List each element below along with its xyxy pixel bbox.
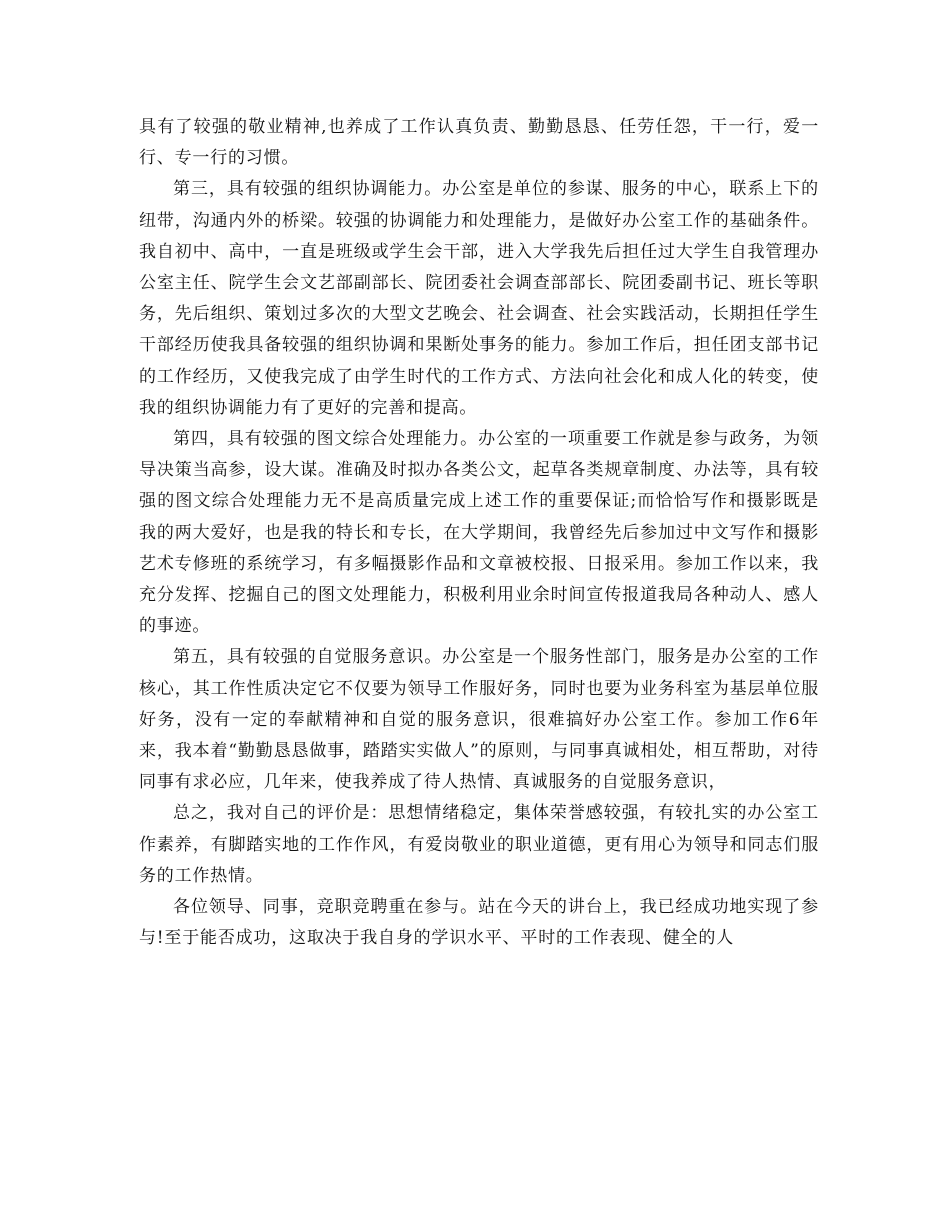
paragraph-self-evaluation: 总之，我对自己的评价是：思想情绪稳定，集体荣誉感较强，有较扎实的办公室工作素养，有脚踏实地的工作作风，有爱岗敬业的职业道德，更有用心为领导和同志们服务的工作热情。 [139,803,819,886]
paragraph-organization-ability: 第三，具有较强的组织协调能力。办公室是单位的参谋、服务的中心，联系上下的纽带，沟通内外的桥梁。较强的协调能力和处理能力，是做好办公室工作的基础条件。我自初中、高中，一直是班级或学生会干部，进入大学我先后担任过大学生自我管理办公室主任、院学生会文艺部副部长、院团委社会调查部部长、院团委副书记、班长等职务，先后组织、策划过多次的大型文艺晚会、社会调查、社会实践活动，长期担任学生干部经历使我具备较强的组织协调和果断处事务的能力。参加工作后，担任团支部书记的工作经历，又使我完成了由学生时代的工作方式、方法向社会化和成人化的转变，使我的组织协调能力有了更好的完善和提高。 [139,179,819,418]
document-page [139,112,819,954]
paragraph-service-awareness: 第五，具有较强的自觉服务意识。办公室是一个服务性部门，服务是办公室的工作核心，其工作性质决定它不仅要为领导工作服好务，同时也要为业务科室为基层单位服好务，没有一定的奉献精神和自觉的服务意识，很难搞好办公室工作。参加工作6年来，我本着“勤勤恳恳做事，踏踏实实做人”的原则，与同事真诚相处，相互帮助，对待同事有求必应，几年来，使我养成了待人热情、真诚服务的自觉服务意识， [139,647,819,793]
paragraph-writing-ability: 第四，具有较强的图文综合处理能力。办公室的一项重要工作就是参与政务，为领导决策当高参，设大谋。准确及时拟办各类公文，起草各类规章制度、办法等，具有较强的图文综合处理能力无不是高质量完成上述工作的重要保证;而恰恰写作和摄影既是我的两大爱好，也是我的特长和专长，在大学期间，我曾经先后参加过中文写作和摄影艺术专修班的系统学习，有多幅摄影作品和文章被校报、日报采用。参加工作以来，我充分发挥、挖掘自己的图文处理能力，积极利用业余时间宣传报道我局各种动人、感人的事迹。 [139,429,819,637]
paragraph-continuation: 具有了较强的敬业精神,也养成了工作认真负责、勤勤恳恳、任劳任怨，干一行，爱一行、专一行的习惯。 [139,117,819,169]
paragraph-closing: 各位领导、同事，竞职竞聘重在参与。站在今天的讲台上，我已经成功地实现了参与!至于能否成功，这取决于我自身的学识水平、平时的工作表现、健全的人 [139,897,819,949]
